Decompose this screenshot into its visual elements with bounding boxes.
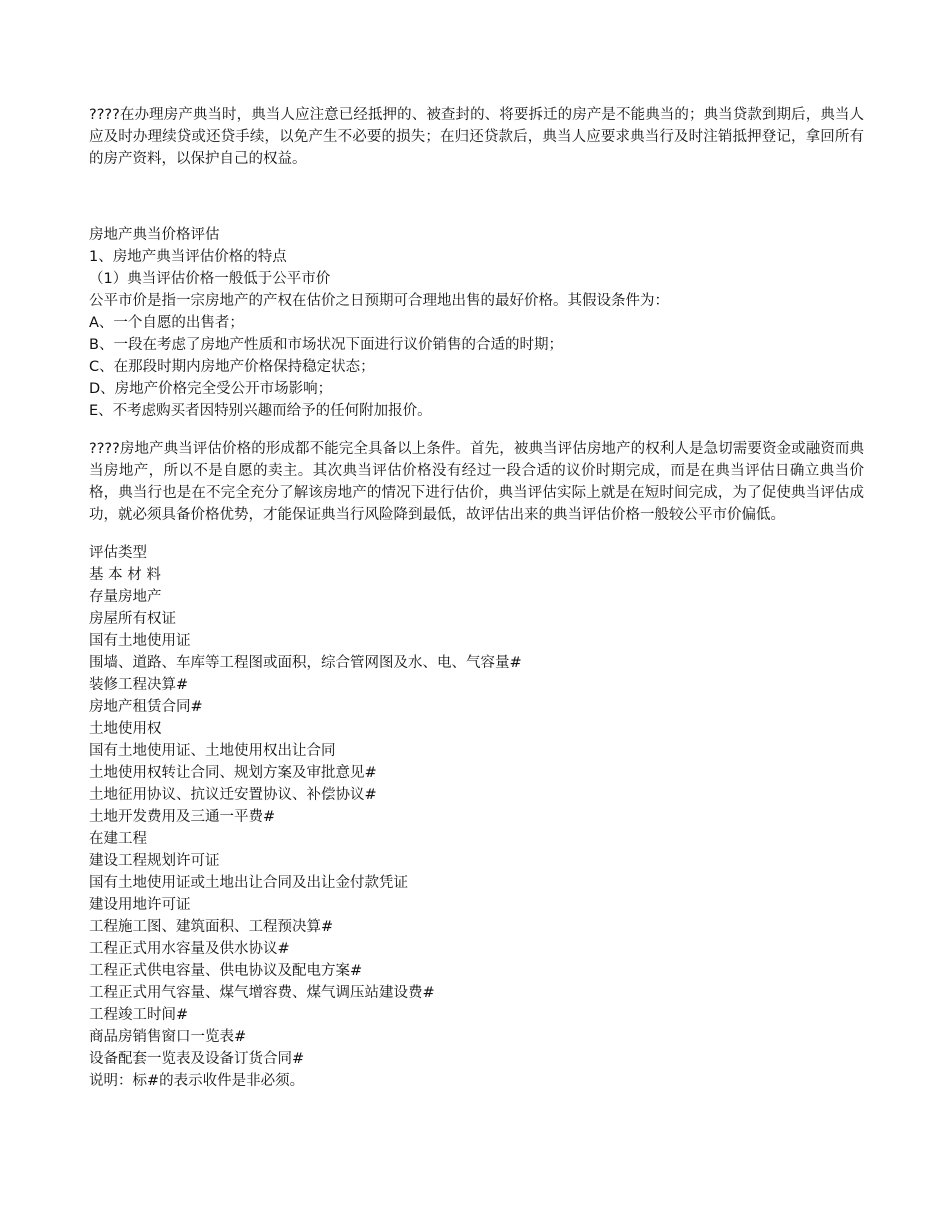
list-item: 工程竣工时间# [89,1007,189,1023]
list-item: 工程正式用气容量、煤气增容费、煤气调压站建设费# [89,985,435,1001]
subsection-heading: 1、房地产典当评估价格的特点 [89,249,287,265]
condition-d: D、房地产价格完全受公开市场影响； [89,381,333,397]
list-item: 土地使用权 [89,721,162,737]
spacer [89,170,864,224]
list-item: 土地使用权转让合同、规划方案及审批意见# [89,765,377,781]
materials-list [89,542,864,1092]
analysis-paragraph: ????房地产典当评估价格的形成都不能完全具备以上条件。首先，被典当评估房地产的权利人是急切需要资金或融资而典当房地产，所以不是自愿的卖主。其次典当评估价格没有经过一段合适的议价时期完成，而是在典当评估日确立典当价格，典当行也是在不完全充分了解该房地产的情况下进行估价，典当评估实际上就是在短时间完成，为了促使典当评估成功，就必须具备价格优势，才能保证典当行风险降到最低，故评估出来的典当评估价格一般较公平市价偏低。 [89,441,864,523]
list-item: 国有土地使用证 [89,633,191,649]
subsection-point: （1）典当评估价格一般低于公平市价 [89,271,331,287]
condition-e: E、不考虑购买者因特别兴趣而给予的任何附加报价。 [89,403,432,419]
list-item: 工程正式供电容量、供电协议及配电方案# [89,963,363,979]
list-item: 存量房地产 [89,589,162,605]
section-block [89,224,864,422]
list-item: 基 本 材 料 [89,567,161,583]
list-item: 在建工程 [89,831,147,847]
list-item: 设备配套一览表及设备订货合同# [89,1051,305,1067]
spacer [89,422,864,438]
list-item: 评估类型 [89,545,147,561]
list-item: 国有土地使用证或土地出让合同及出让金付款凭证 [89,875,408,891]
list-item: 围墙、道路、车库等工程图或面积，综合管网图及水、电、气容量# [89,655,522,671]
list-item: 房屋所有权证 [89,611,176,627]
definition-line: 公平市价是指一宗房地产的产权在估价之日预期可合理地出售的最好价格。其假设条件为： [89,293,669,309]
list-item: 工程正式用水容量及供水协议# [89,941,290,957]
list-item: 工程施工图、建筑面积、工程预决算# [89,919,334,935]
list-item: 建设用地许可证 [89,897,191,913]
list-item: 土地开发费用及三通一平费# [89,809,276,825]
list-item: 国有土地使用证、土地使用权出让合同 [89,743,336,759]
condition-b: B、一段在考虑了房地产性质和市场状况下面进行议价销售的合适的时期； [89,337,563,353]
document-page [89,104,864,1092]
intro-paragraph: ????在办理房产典当时，典当人应注意已经抵押的、被查封的、将要拆迁的房产是不能典当的；典当贷款到期后，典当人应及时办理续贷或还贷手续，以免产生不必要的损失；在归还贷款后，典当人应要求典当行及时注销抵押登记，拿回所有的房产资料，以保护自己的权益。 [89,107,864,167]
list-item: 房地产租赁合同# [89,699,203,715]
section-title: 房地产典当价格评估 [89,227,220,243]
spacer [89,526,864,542]
note-line: 说明：标#的表示收件是非必须。 [89,1073,305,1089]
list-item: 商品房销售窗口一览表# [89,1029,247,1045]
list-item: 装修工程决算# [89,677,189,693]
condition-c: C、在那段时期内房地产价格保持稳定状态； [89,359,375,375]
list-item: 土地征用协议、抗议迁安置协议、补偿协议# [89,787,377,803]
condition-a: A、一个自愿的出售者； [89,315,244,331]
list-item: 建设工程规划许可证 [89,853,220,869]
